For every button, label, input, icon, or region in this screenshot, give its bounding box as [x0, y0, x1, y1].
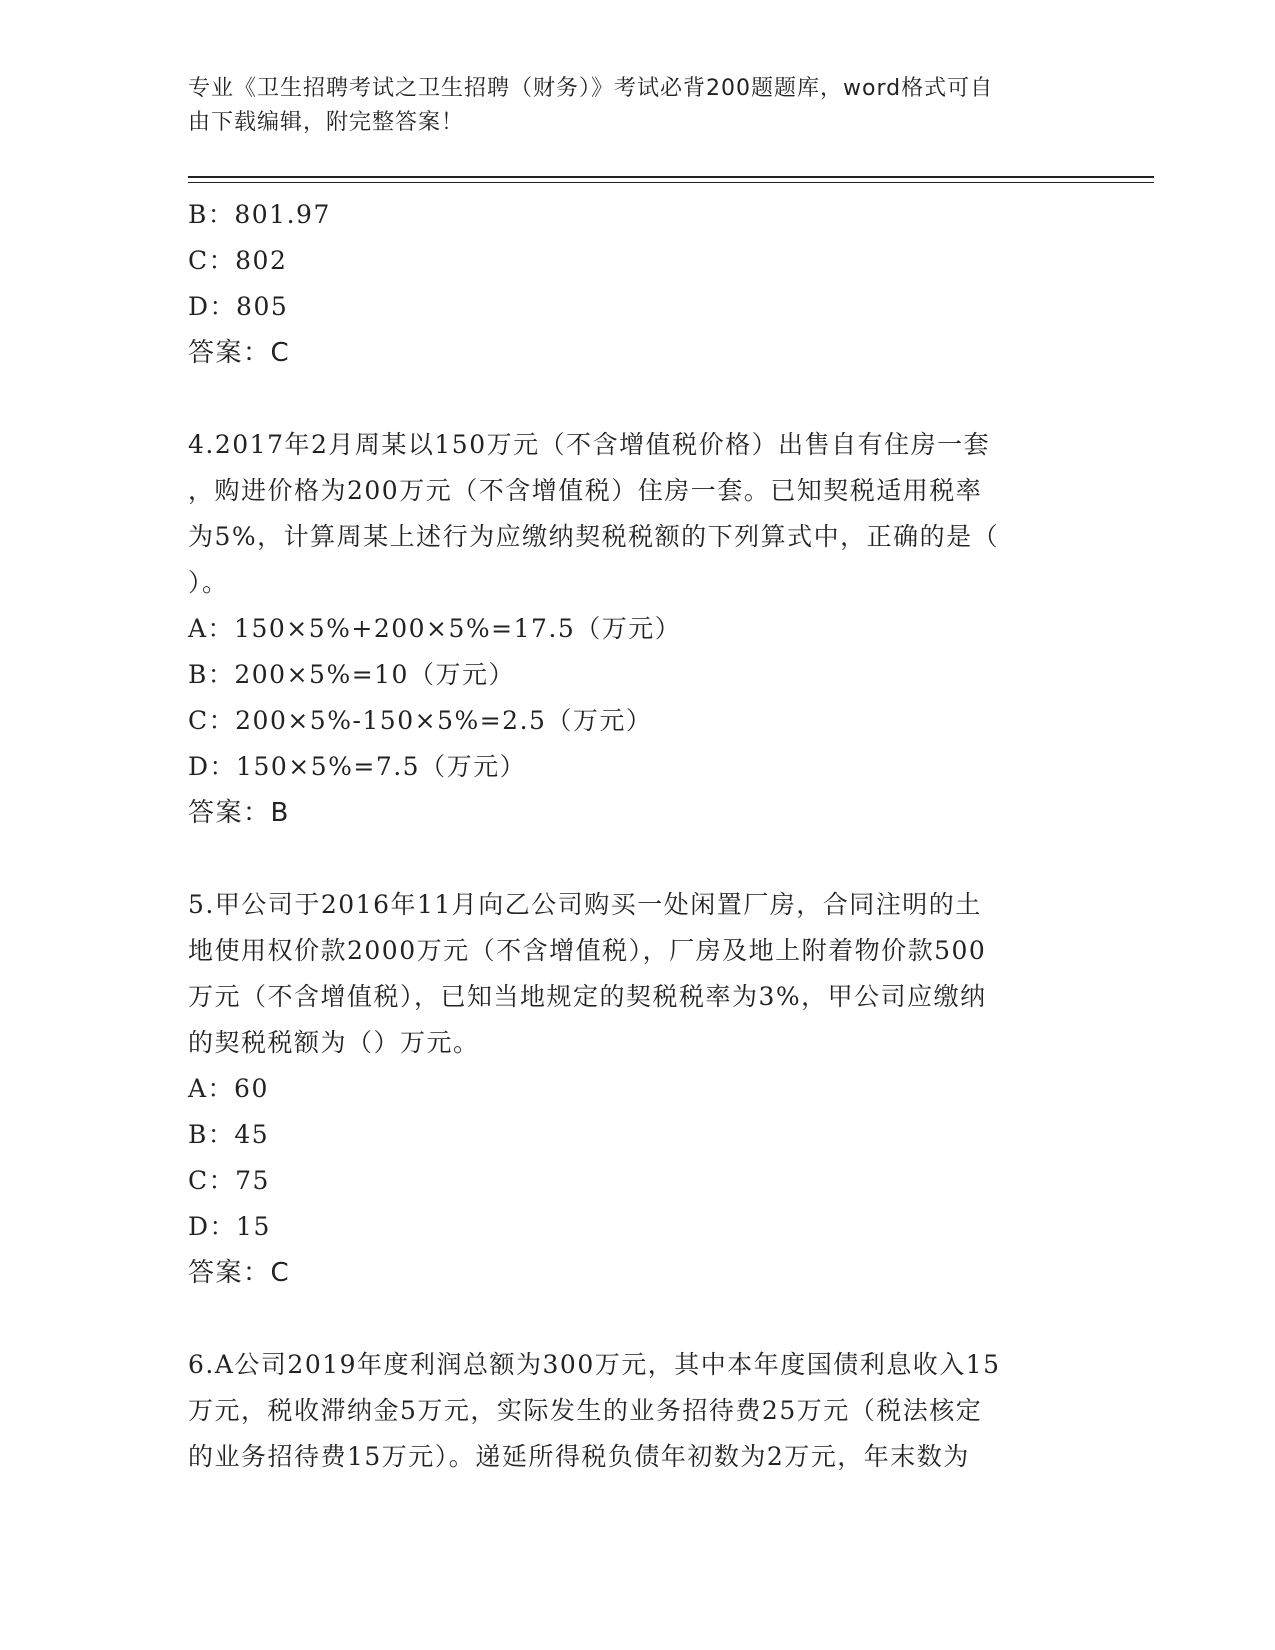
- question-text-line: 5.甲公司于2016年11月向乙公司购买一处闲置厂房，合同注明的土: [188, 890, 982, 919]
- question-text-line: 的业务招待费15万元）。递延所得税负债年初数为2万元，年末数为: [188, 1442, 970, 1471]
- option-b: B：45: [188, 1120, 270, 1149]
- option-a: A：150×5%+200×5%=17.5（万元）: [188, 614, 682, 643]
- spacer: [188, 836, 1078, 882]
- option-b: B：801.97: [188, 200, 331, 229]
- spacer: [188, 376, 1078, 422]
- question-4: [188, 422, 1078, 836]
- option-d: D：805: [188, 292, 289, 321]
- question-6: [188, 1342, 1078, 1480]
- question-text-line: ，购进价格为200万元（不含增值税）住房一套。已知契税适用税率: [188, 476, 983, 505]
- question-text-line: 为5%，计算周某上述行为应缴纳契税税额的下列算式中，正确的是（: [188, 522, 1000, 551]
- header-divider-thick: [188, 176, 1154, 178]
- question-3: [188, 192, 1078, 376]
- answer: 答案：C: [188, 1258, 291, 1288]
- question-text-line: 4.2017年2月周某以150万元（不含增值税价格）出售自有住房一套: [188, 430, 991, 459]
- option-b: B：200×5%=10（万元）: [188, 660, 515, 689]
- option-c: C：200×5%-150×5%=2.5（万元）: [188, 706, 653, 735]
- option-d: D：150×5%=7.5（万元）: [188, 752, 527, 781]
- header-line-1: 专业《卫生招聘考试之卫生招聘（财务）》考试必背200题题库，word格式可自: [188, 76, 994, 101]
- question-text-line: 地使用权价款2000万元（不含增值税），厂房及地上附着物价款500: [188, 936, 987, 965]
- answer: 答案：B: [188, 798, 290, 828]
- answer: 答案：C: [188, 338, 291, 368]
- question-text-line: 万元，税收滞纳金5万元，实际发生的业务招待费25万元（税法核定: [188, 1396, 983, 1425]
- option-d: D：15: [188, 1212, 271, 1241]
- question-text-line: 万元（不含增值税），已知当地规定的契税税率为3%，甲公司应缴纳: [188, 982, 987, 1011]
- option-c: C：75: [188, 1166, 270, 1195]
- option-c: C：802: [188, 246, 288, 275]
- question-text-line: 6.A公司2019年度利润总额为300万元，其中本年度国债利息收入15: [188, 1350, 1001, 1379]
- header-divider-thin: [188, 182, 1154, 183]
- question-text-line: ）。: [188, 568, 229, 597]
- document-header: [188, 72, 1068, 140]
- question-text-line: 的契税税额为（）万元。: [188, 1028, 480, 1057]
- document-body: [188, 192, 1078, 1480]
- option-a: A：60: [188, 1074, 269, 1103]
- header-line-2: 由下载编辑，附完整答案！: [188, 110, 465, 135]
- question-5: [188, 882, 1078, 1296]
- spacer: [188, 1296, 1078, 1342]
